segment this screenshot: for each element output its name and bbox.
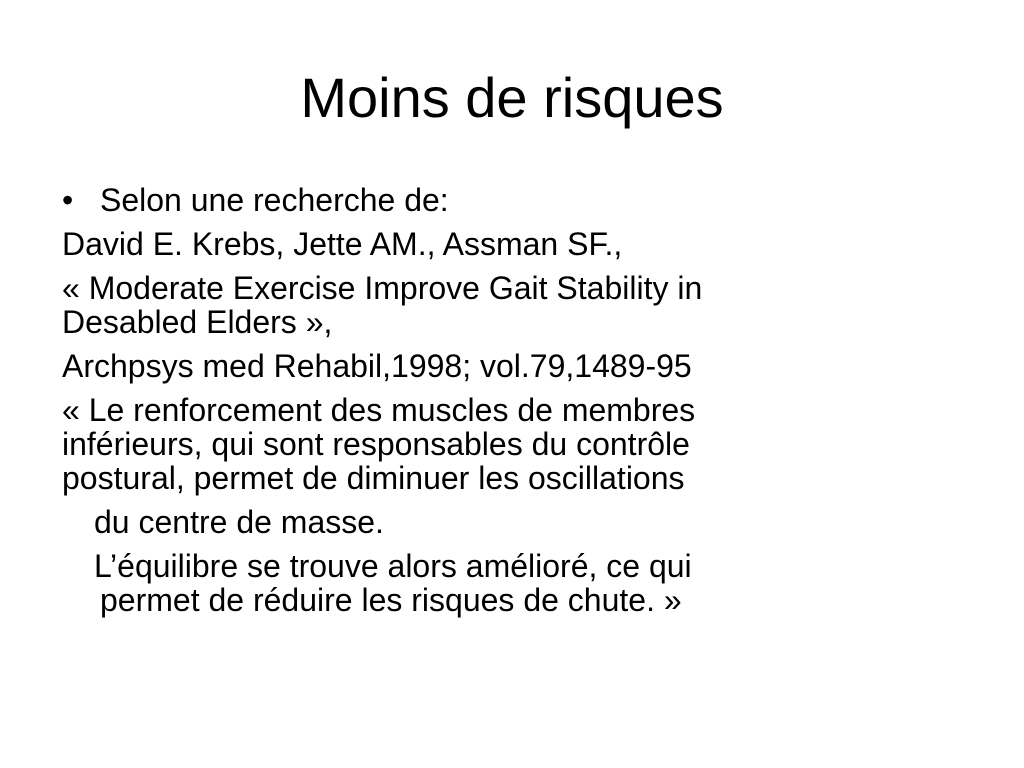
slide-body bbox=[62, 183, 942, 627]
authors-line bbox=[62, 227, 942, 261]
authors-text: David E. Krebs, Jette AM., Assman SF., bbox=[62, 226, 623, 262]
bullet-icon: • bbox=[62, 182, 74, 218]
quote-line-1: « Le renforcement des muscles de membres bbox=[62, 392, 696, 428]
quote-continuation bbox=[62, 505, 942, 539]
article-title-line-1: « Moderate Exercise Improve Gait Stability in bbox=[62, 270, 703, 306]
citation-line bbox=[62, 349, 942, 383]
conclusion-line-2: permet de réduire les risques de chute. » bbox=[100, 582, 682, 618]
article-title-line-2: Desabled Elders », bbox=[62, 304, 333, 340]
article-title bbox=[62, 271, 942, 339]
bullet-item bbox=[62, 183, 942, 217]
quote-line-2: inférieurs, qui sont responsables du contrôle bbox=[62, 426, 690, 462]
bullet-text: Selon une recherche de: bbox=[100, 182, 449, 218]
quote-paragraph bbox=[62, 393, 942, 495]
citation-text: Archpsys med Rehabil,1998; vol.79,1489-95 bbox=[62, 348, 692, 384]
conclusion-paragraph bbox=[62, 549, 942, 617]
conclusion-line-1: L’équilibre se trouve alors amélioré, ce qui bbox=[94, 548, 692, 584]
quote-line-4: du centre de masse. bbox=[94, 504, 384, 540]
slide-title: Moins de risques bbox=[300, 66, 724, 129]
quote-line-3: postural, permet de diminuer les oscillations bbox=[62, 460, 685, 496]
